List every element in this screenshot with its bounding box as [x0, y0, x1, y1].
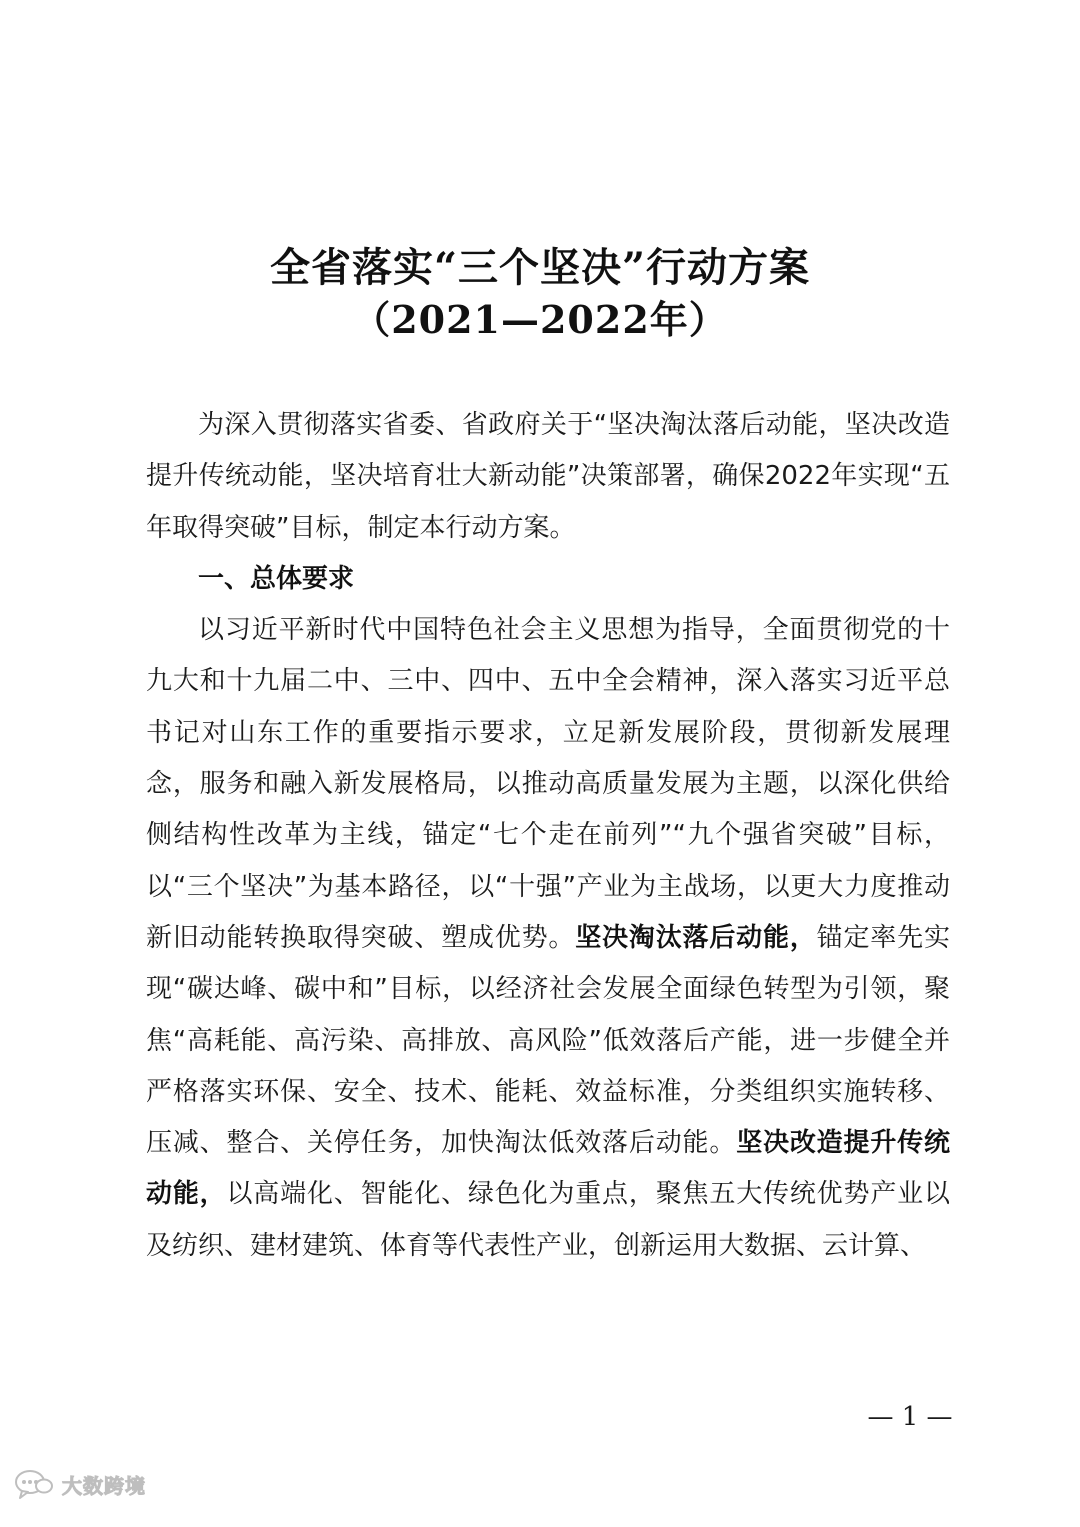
page-number: — 1 — [867, 1402, 953, 1432]
watermark [14, 1464, 146, 1504]
bold-phrase-upgrade: 坚决改造提升传统动能， [146, 1128, 950, 1210]
body-paragraph [146, 605, 950, 1272]
document-body [146, 400, 950, 1272]
body-text-part-1: 以习近平新时代中国特色社会主义思想为指导，全面贯彻党的十九大和十九届二中、三中、四中、五中全会精神，深入落实习近平总书记对山东工作的重要指示要求，立足新发展阶段，贯彻新发展理念，服务和融入新发展格局，以推动高质量发展为主题，以深化供给侧结构性改革为主线，锚定“七个走在前列”“九个强省突破”目标，以“三个坚决”为基本路径，以“十强”产业为主战场，以更大力度推动新旧动能转换取得突破、塑成优势。 [146, 615, 950, 953]
intro-paragraph: 为深入贯彻落实省委、省政府关于“坚决淘汰落后动能，坚决改造提升传统动能，坚决培育壮大新动能”决策部署，确保2022年实现“五年取得突破”目标，制定本行动方案。 [146, 410, 950, 543]
document-subtitle: （2021—2022年） [352, 297, 728, 342]
chat-bubble-logo-icon [14, 1468, 54, 1500]
bold-phrase-eliminate: 坚决淘汰落后动能， [575, 922, 817, 953]
section-heading: 一、总体要求 [198, 563, 355, 594]
body-text-part-2: 锚定率先实现“碳达峰、碳中和”目标，以经济社会发展全面绿色转型为引领，聚焦“高耗能、高污染、高排放、高风险”低效落后产能，进一步健全并严格落实环保、安全、技术、能耗、效益标准，分类组织实施转移、压减、整合、关停任务，加快淘汰低效落后动能。 [146, 922, 950, 1159]
body-text-part-3: 以高端化、智能化、绿色化为重点，聚焦五大传统优势产业以及纺织、建材建筑、体育等代表性产业，创新运用大数据、云计算、 [146, 1179, 950, 1261]
document-title: 全省落实“三个坚决”行动方案 [269, 244, 810, 291]
watermark-text: 大数跨境 [62, 1473, 146, 1498]
